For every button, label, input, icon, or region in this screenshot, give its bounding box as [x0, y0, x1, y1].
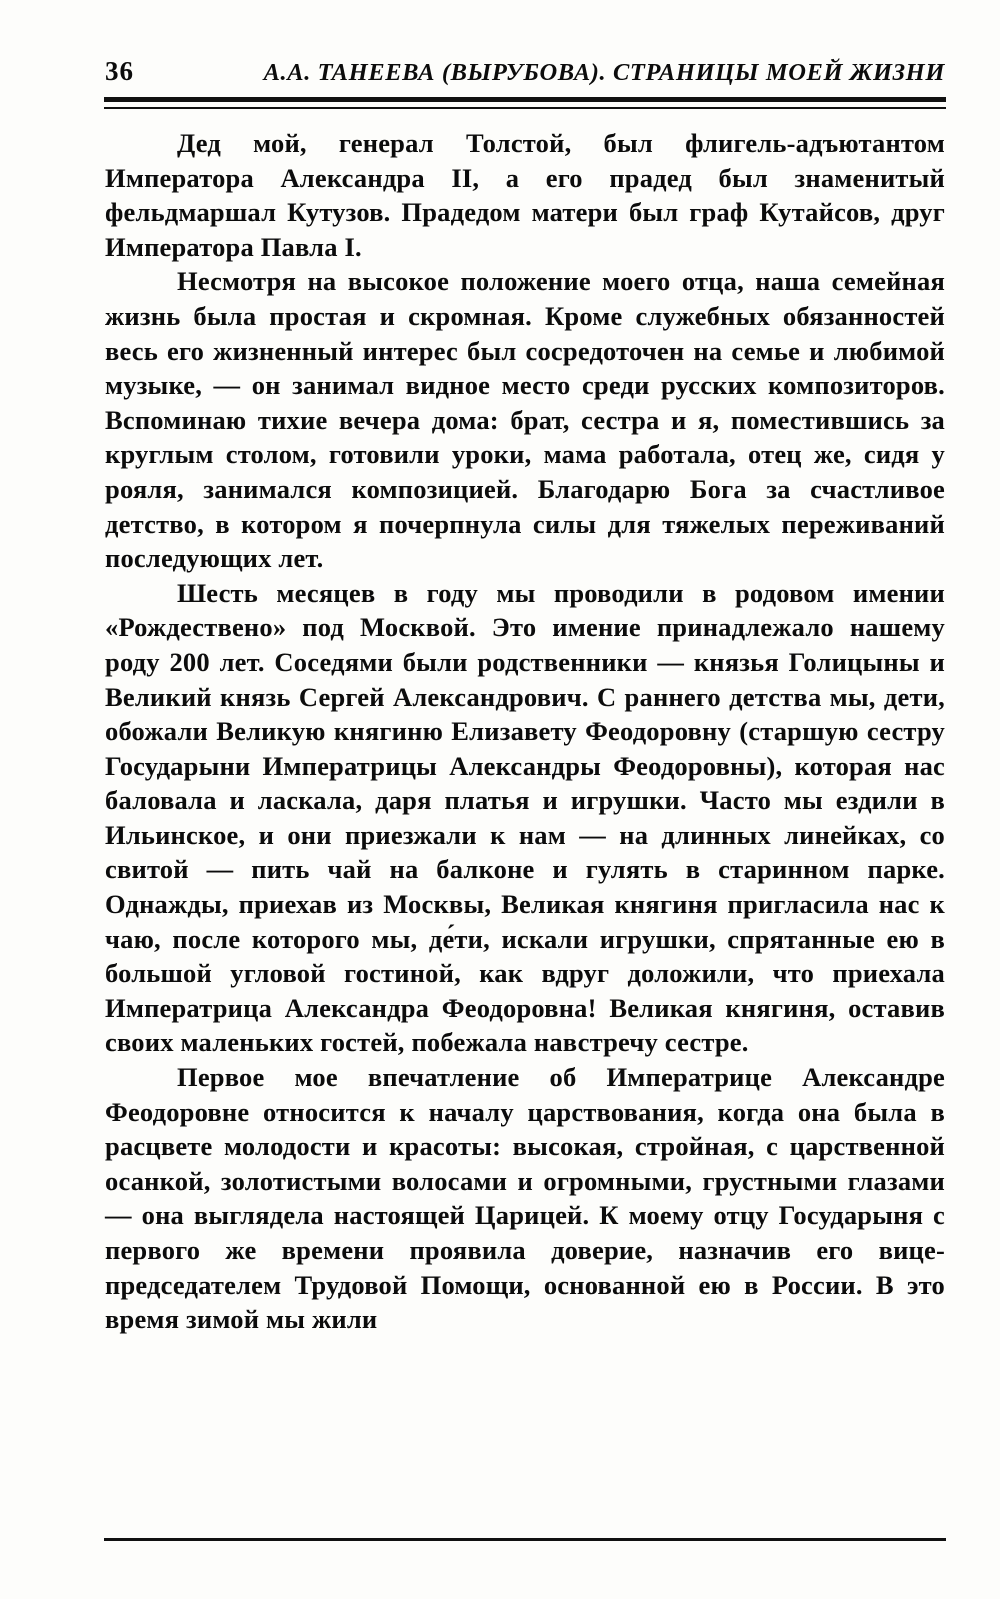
paragraph-3: Шесть месяцев в году мы проводили в родовом имении «Рождествено» под Москвой. Это имение принадлежало нашему роду 200 лет. Соседями были родственники — князья Голицыны и Великий князь Сергей Александрович. С раннего детства мы, дети, обожали Великую княгиню Елизавету Феодоровну (старшую сестру Государыни Императрицы Александры Феодоровны), которая нас баловала и ласкала, даря платья и игрушки. Часто мы ездили в Ильинское, и они приезжали к нам — на длинных линейках, со свитой — пить чай на балконе и гулять в старинном парке. Однажды, приехав из Москвы, Великая княгиня пригласила нас к чаю, после которого мы, де́ти, искали игрушки, спрятанные ею в большой угловой гостиной, как вдруг доложили, что приехала Императрица Александра Феодоровна! Великая княгиня, оставив своих маленьких гостей, побежала навстречу сестре. [105, 577, 945, 1058]
body-text [105, 126, 945, 1337]
header-rule [104, 97, 946, 109]
paragraph-4: Первое мое впечатление об Императрице Александре Феодоровне относится к началу царствования, когда она была в расцвете молодости и красоты: высокая, стройная, с царственной осанкой, золотистыми волосами и огромными, грустными глазами — она выглядела настоящей Царицей. К моему отцу Государыня с первого же времени проявила доверие, назначив его вице-председателем Трудовой Помощи, основанной ею в России. В это время зимой мы жили [105, 1062, 945, 1335]
header-title: А.А. ТАНЕЕВА (ВЫРУБОВА). СТРАНИЦЫ МОЕЙ ЖИЗНИ [263, 59, 945, 86]
footer-rule [104, 1538, 946, 1541]
running-head [105, 56, 945, 87]
page-number: 36 [105, 56, 134, 86]
paragraph-1: Дед мой, генерал Толстой, был флигель-адъютантом Императора Александра II, а его прадед был знаменитый фельдмаршал Кутузов. Прадедом матери был граф Кутайсов, друг Императора Павла I. [105, 128, 945, 262]
paragraph-2: Несмотря на высокое положение моего отца, наша семейная жизнь была простая и скромная. Кроме служебных обязанностей весь его жизненный интерес был сосредоточен на семье и любимой музыке, — он занимал видное место среди русских композиторов. Вспоминаю тихие вечера дома: брат, сестра и я, поместившись за круглым столом, готовили уроки, мама работала, отец же, сидя у рояля, занимался композицией. Благодарю Бога за счастливое детство, в котором я почерпнула силы для тяжелых переживаний последующих лет. [105, 266, 945, 574]
